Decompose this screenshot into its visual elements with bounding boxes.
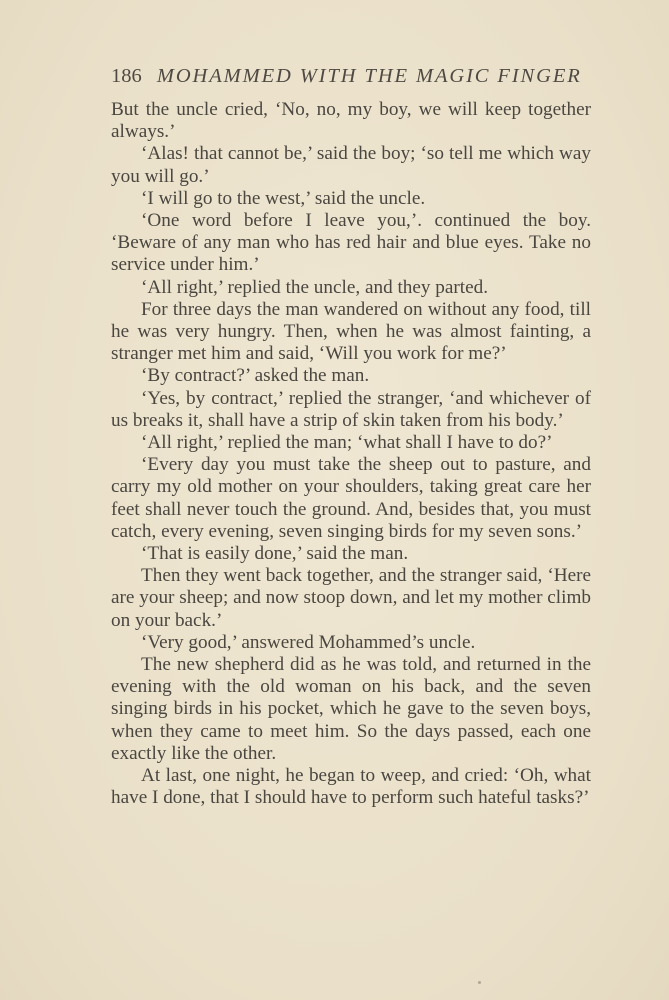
paragraph: Then they went back together, and the stranger said, ‘Here are your sheep; and now stoop down, and let my mother climb on your back.’	[111, 565, 591, 631]
paragraph: ‘Yes, by contract,’ replied the stranger, ‘and whichever of us breaks it, shall have a strip of skin taken from his body.’	[111, 387, 591, 431]
paragraph: ‘One word before I leave you,’. continued the boy. ‘Beware of any man who has red hair and blue eyes. Take no service under him.’	[111, 210, 591, 276]
paragraph: ‘All right,’ replied the uncle, and they parted.	[141, 276, 489, 298]
page-header	[111, 61, 597, 91]
paragraph: ‘Every day you must take the sheep out to pasture, and carry my old mother on your shoulders, taking great care her feet shall never touch the ground. And, besides that, you must catch, every evening, seven singing birds for my seven sons.’	[111, 454, 591, 542]
paragraph: But the uncle cried, ‘No, no, my boy, we will keep together always.’	[111, 99, 591, 143]
paragraph: ‘Alas! that cannot be,’ said the boy; ‘so tell me which way you will go.’	[111, 143, 591, 187]
paper-speck	[478, 981, 481, 984]
running-title: MOHAMMED WITH THE MAGIC FINGER	[156, 65, 582, 87]
paragraph: ‘I will go to the west,’ said the uncle.	[141, 187, 426, 209]
body-text	[111, 99, 591, 810]
paragraph: ‘That is easily done,’ said the man.	[141, 543, 409, 565]
paragraph: For three days the man wandered on without any food, till he was very hungry. Then, when he was almost fainting, a stranger met him and said, ‘Will you work for me?’	[111, 298, 591, 365]
paragraph: At last, one night, he began to weep, and cried: ‘Oh, what have I done, that I should have to perform such hateful tasks?’	[111, 765, 591, 809]
page-number: 186	[111, 65, 142, 87]
paragraph: ‘By contract?’ asked the man.	[141, 365, 370, 387]
paragraph: ‘Very good,’ answered Mohammed’s uncle.	[141, 631, 476, 653]
paragraph: The new shepherd did as he was told, and returned in the evening with the old woman on his back, and the seven singing birds in his pocket, which he gave to the seven boys, when they came to meet him. So the days passed, each one exactly like the other.	[111, 654, 591, 764]
paragraph: ‘All right,’ replied the man; ‘what shall I have to do?’	[141, 432, 553, 454]
